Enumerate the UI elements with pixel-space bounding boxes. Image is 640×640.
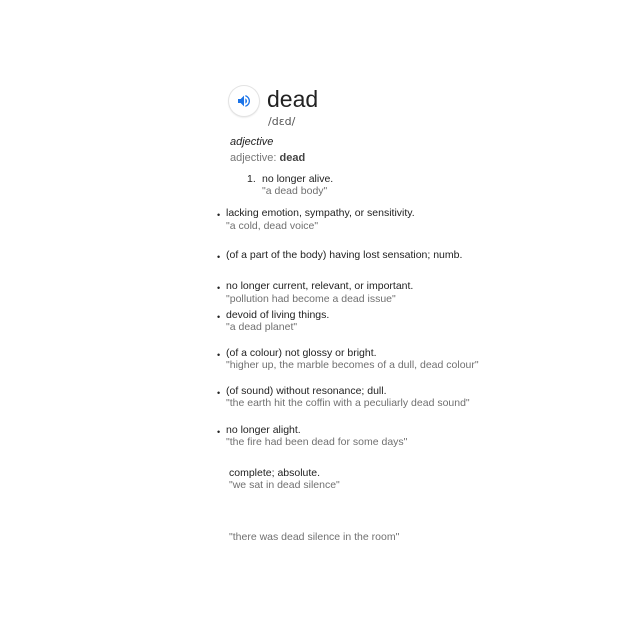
subsense-definition: (of a colour) not glossy or bright. xyxy=(226,347,377,359)
sense-number: 1. xyxy=(247,173,256,185)
subsense-definition: (of sound) without resonance; dull. xyxy=(226,385,387,397)
list-bullet: • xyxy=(217,210,221,220)
subsense-example: "higher up, the marble becomes of a dull, dead colour" xyxy=(226,359,479,371)
subsense-example: "pollution had become a dead issue" xyxy=(226,293,396,305)
list-bullet: • xyxy=(217,312,221,322)
list-bullet: • xyxy=(217,350,221,360)
speaker-volume-icon xyxy=(236,93,252,109)
subsense-definition: no longer current, relevant, or important. xyxy=(226,280,414,292)
subsense-definition: no longer alight. xyxy=(226,424,301,436)
subsense-definition: devoid of living things. xyxy=(226,309,330,321)
subsense-example: "a cold, dead voice" xyxy=(226,220,319,232)
subsense-example: "the fire had been dead for some days" xyxy=(226,436,408,448)
list-bullet: • xyxy=(217,252,221,262)
subsense-example: "we sat in dead silence" xyxy=(229,479,340,491)
sense-definition: no longer alive. xyxy=(262,173,334,185)
headword: dead xyxy=(267,86,319,112)
word-forms-value: dead xyxy=(279,152,306,164)
list-bullet: • xyxy=(217,283,221,293)
subsense-example: "a dead planet" xyxy=(226,321,298,333)
part-of-speech: adjective xyxy=(230,136,274,148)
list-bullet: • xyxy=(217,388,221,398)
subsense-definition: (of a part of the body) having lost sensation; numb. xyxy=(226,249,463,261)
subsense-example: "the earth hit the coffin with a peculiarly dead sound" xyxy=(226,397,470,409)
pronunciation-text: /dɛd/ xyxy=(268,115,296,128)
pronunciation-audio-button[interactable] xyxy=(229,86,259,116)
sense-example: "a dead body" xyxy=(262,185,328,197)
list-bullet: • xyxy=(217,427,221,437)
extra-example: "there was dead silence in the room" xyxy=(229,531,400,543)
subsense-definition: complete; absolute. xyxy=(229,467,321,479)
word-forms xyxy=(230,152,305,164)
subsense-definition: lacking emotion, sympathy, or sensitivity. xyxy=(226,207,415,219)
word-forms-label: adjective: xyxy=(230,152,277,164)
